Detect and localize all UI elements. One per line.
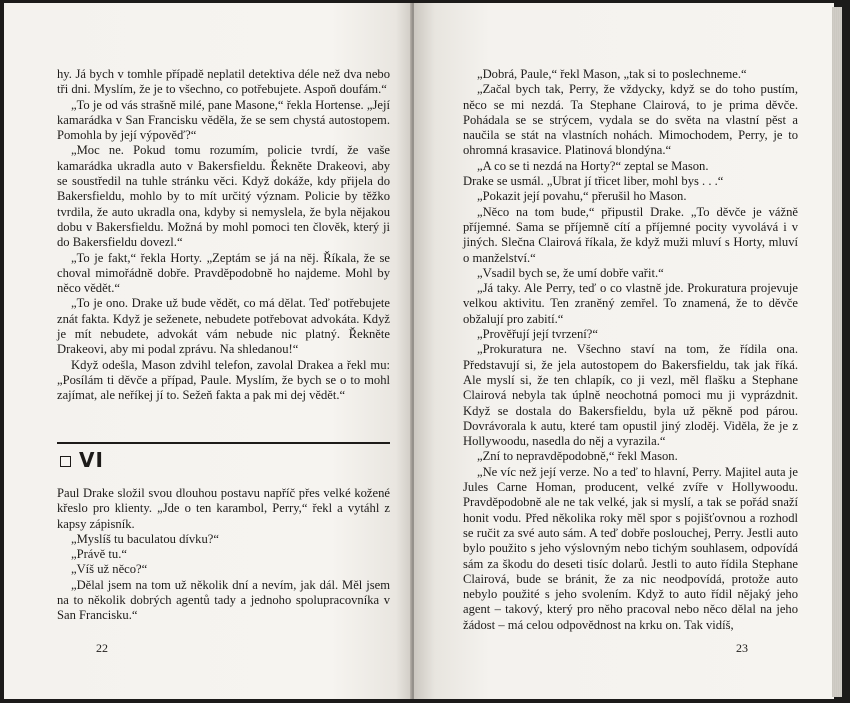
right-page: [414, 3, 834, 699]
paragraph: „Zní to nepravděpodobně,“ řekl Mason.: [477, 449, 678, 464]
paragraph: „Myslíš tu baculatou dívku?“: [71, 531, 219, 546]
square-ornament-icon: [60, 456, 71, 467]
paragraph: „To je od vás strašně milé, pane Masone,“ řekla Hortense. „Její kamarádka v San Francisku věděla, že se sem chystá autostopem. Pomohla by její výpověď?“: [57, 97, 390, 143]
paragraph: „Já taky. Ale Perry, teď o co vlastně jde. Prokuratura projevuje velkou aktivitu. Ten zraněný zemřel. To znamená, že to děvče obžalují pro zabití.“: [463, 281, 798, 326]
paragraph: „Ne víc než její verze. No a teď to hlavní, Perry. Majitel auta je Jules Carne Homan, producent, velké zvíře v Hollywoodu. Pravděpodobně ale ne tak velké, jak si myslí, a tak se pořád snaží honit vodu. Před několika roky měl spor s pojišťovnou a rozhodl se ručit za své auto sám. A teď dobře poslouchej, Perry. Jestli auto bylo použito s jeho výslovným nebo tichým souhlasem, odpovídá sám za škodu do deseti tisíc dolarů. Jestli to auto řídila Stephane Clairová, bude se bránit, že za nic neodpovídá, protože auto nebylo použité s jeho svolením. Když to auto řídil nějaký jeho agent – takový, který pro něho pracoval nebo něco dělal na jeho žádost – má celou odpovědnost na krku on. Tak vidíš,: [463, 464, 798, 632]
left-page-text-bottom: [57, 486, 390, 624]
paragraph: hy. Já bych v tomhle případě neplatil detektiva déle než dva nebo tři dni. Myslím, že je to všechno, co potřebujete. Aspoň doufám.“: [57, 67, 390, 97]
paragraph: „Vsadil bych se, že umí dobře vařit.“: [477, 265, 664, 280]
paragraph: „Dělal jsem na tom už několik dní a nevím, jak dál. Měl jsem na to několik dobrých agentů tady a jednoho spolupracovníka v San Francisku.“: [57, 577, 390, 623]
paragraph: „To je ono. Drake už bude vědět, co má dělat. Teď potřebujete znát fakta. Když je seženete, nebudete potřebovat advokáta. Když je mít nebudete, advokát vám nebude nic platný. Řekněte Drakeovi, aby mi podal zprávu. Na shledanou!“: [57, 296, 390, 357]
page-stack-edge: [832, 7, 842, 697]
book-spread: [4, 3, 846, 700]
paragraph: Paul Drake složil svou dlouhou postavu napříč přes velké kožené křeslo pro klienty. „Jde o ten karambol, Perry,“ řekl a vytáhl z kapsy zápisník.: [57, 486, 390, 531]
paragraph: „Víš už něco?“: [71, 562, 148, 577]
paragraph: „Začal bych tak, Perry, že vždycky, když se do toho pustím, něco se mi nezdá. Ta Stephane Clairová, to je prima děvče. Pohádala se se strýcem, vydala se do světa na vlastní pěst a naučila se stát na vlastních nohách. Mimochodem, Perry, je to ohromná krasavice. Platinová blondýna.“: [463, 82, 798, 158]
paragraph: Když odešla, Mason zdvihl telefon, zavolal Drakea a řekl mu: „Posílám ti děvče a případ, Paule. Myslím, že bych se o to mohl zajímat, ale neříkej jí to. Sežeň fakta a pak mi dej vědět.“: [57, 357, 390, 403]
paragraph: „To je fakt,“ řekla Horty. „Zeptám se já na něj. Říkala, že se choval mimořádně dobře. Pravděpodobně ho najdeme. Mohl by něco vědět.“: [57, 250, 390, 296]
paragraph: Drake se usmál. „Ubrat jí třicet liber, mohl bys . . .“: [463, 174, 724, 189]
left-page-text-top: [57, 67, 390, 404]
page-number-left: 22: [96, 641, 108, 655]
page-number-right: 23: [736, 641, 748, 655]
paragraph: „Moc ne. Pokud tomu rozumím, policie tvrdí, že vaše kamarádka ukradla auto v Bakersfieldu. Řekněte Drakeovi, aby se soustředil na tuhle stránku věci. Když dokáže, kdy přijela do Bakersfieldu, mohlo by to mít určitý význam. Policie by těžko tvrdila, že auto ukradla ona, kdyby si nemyslela, že byla nějakou dobu v Bakersfieldu. Možná by mohl pomoci ten člověk, který ji do Bakersfieldu dovezl.“: [57, 143, 390, 250]
paragraph: „Právě tu.“: [71, 547, 127, 562]
paragraph: „Prověřují její tvrzení?“: [477, 327, 598, 342]
chapter-heading: [57, 442, 390, 478]
paragraph: „A co se ti nezdá na Horty?“ zeptal se Mason.: [477, 158, 709, 173]
paragraph: „Dobrá, Paule,“ řekl Mason, „tak si to poslechneme.“: [477, 67, 747, 81]
left-page: [4, 3, 412, 699]
paragraph: „Něco na tom bude,“ připustil Drake. „To děvče je vážně příjemné. Sama se příjemně cítí a příjemné pocity vyvolává i v jiných. Slečna Clairová říkala, že když muži mluví s Horty, mluví o manželství.“: [463, 204, 798, 265]
paragraph: „Prokuratura ne. Všechno staví na tom, že řídila ona. Představují si, že jela autostopem do Bakersfieldu, tak jak říká. Ale myslí si, že ten chlapík, co ji vezl, měl flašku a Stephane Clairová nebyla tak úplně neochotná pomoci mu ji vyprázdnit. Když se dostala do Bakersfieldu, byla už pěkně pod párou. Dovrávorala k autu, které tam opustil jiný zloděj. Viděla, že je z Hollywoodu, nasedla do něj a vyrazila.“: [463, 342, 798, 449]
right-page-text: [463, 67, 798, 633]
chapter-number: VI: [79, 448, 104, 472]
paragraph: „Pokazit její povahu,“ přerušil ho Mason.: [477, 189, 687, 204]
chapter-rule: [57, 442, 390, 444]
